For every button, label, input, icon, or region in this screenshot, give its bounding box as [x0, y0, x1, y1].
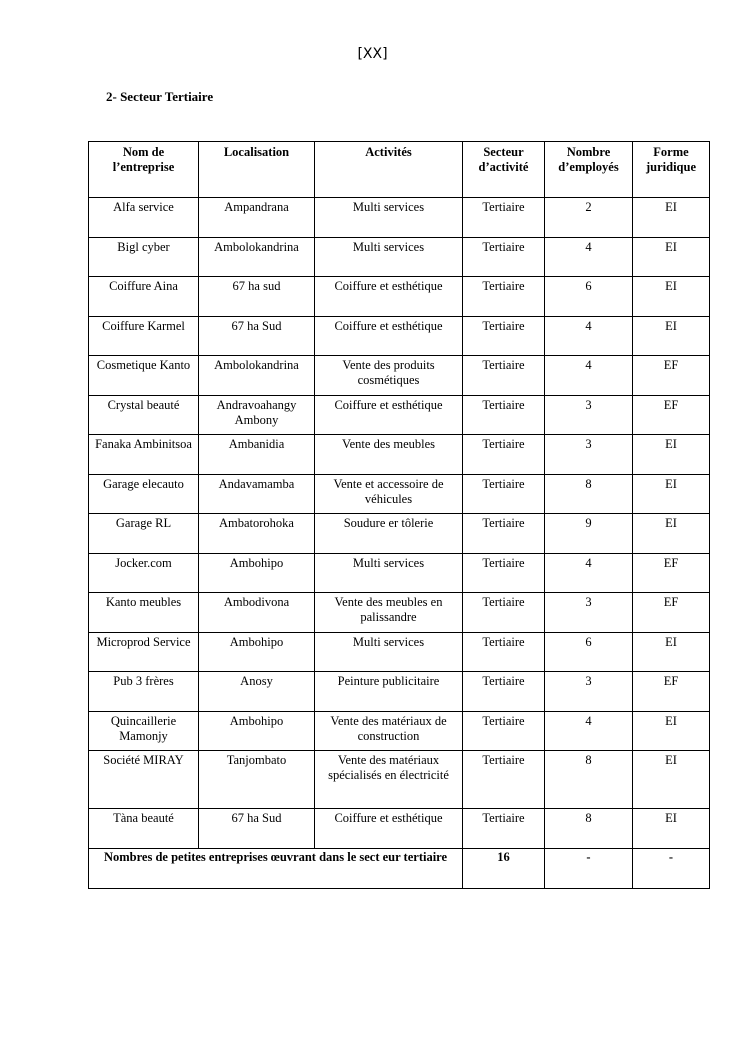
cell-activites: Multi services	[315, 237, 463, 277]
cell-forme: EI	[633, 316, 710, 356]
cell-localisation: Ambohipo	[199, 632, 315, 672]
cell-forme: EI	[633, 751, 710, 809]
page-header: [XX]	[357, 46, 388, 62]
cell-activites: Coiffure et esthétique	[315, 395, 463, 435]
table-row	[89, 356, 710, 396]
cell-nom: Kanto meubles	[89, 593, 199, 633]
cell-employes: 4	[545, 356, 633, 396]
cell-localisation: Ambolokandrina	[199, 356, 315, 396]
total-label: Nombres de petites entreprises œuvrant dans le sect eur tertiaire	[89, 848, 463, 888]
companies-table	[88, 141, 710, 889]
cell-employes: 4	[545, 553, 633, 593]
cell-nom: Pub 3 frères	[89, 672, 199, 712]
cell-localisation: Ambodivona	[199, 593, 315, 633]
cell-secteur: Tertiaire	[463, 514, 545, 554]
total-employes: -	[545, 848, 633, 888]
cell-employes: 6	[545, 277, 633, 317]
cell-activites: Vente des matériaux de construction	[315, 711, 463, 751]
cell-forme: EF	[633, 593, 710, 633]
cell-localisation: 67 ha Sud	[199, 316, 315, 356]
cell-nom: Crystal beauté	[89, 395, 199, 435]
cell-employes: 3	[545, 395, 633, 435]
cell-activites: Coiffure et esthétique	[315, 809, 463, 849]
cell-activites: Vente des meubles	[315, 435, 463, 475]
cell-nom: Société MIRAY	[89, 751, 199, 809]
cell-forme: EF	[633, 553, 710, 593]
cell-forme: EI	[633, 514, 710, 554]
cell-localisation: Ambolokandrina	[199, 237, 315, 277]
table-row	[89, 277, 710, 317]
table-header-row	[89, 142, 710, 198]
cell-employes: 3	[545, 435, 633, 475]
table-row	[89, 672, 710, 712]
cell-secteur: Tertiaire	[463, 711, 545, 751]
cell-activites: Coiffure et esthétique	[315, 316, 463, 356]
cell-nom: Quincaillerie Mamonjy	[89, 711, 199, 751]
cell-nom: Garage elecauto	[89, 474, 199, 514]
cell-forme: EI	[633, 711, 710, 751]
table-row	[89, 553, 710, 593]
cell-localisation: Andravoahangy Ambony	[199, 395, 315, 435]
cell-nom: Garage RL	[89, 514, 199, 554]
cell-activites: Vente des matériaux spécialisés en électricité	[315, 751, 463, 809]
table-row	[89, 237, 710, 277]
cell-secteur: Tertiaire	[463, 809, 545, 849]
cell-forme: EI	[633, 435, 710, 475]
cell-employes: 8	[545, 751, 633, 809]
cell-employes: 3	[545, 593, 633, 633]
section-title: 2- Secteur Tertiaire	[106, 89, 214, 104]
cell-secteur: Tertiaire	[463, 632, 545, 672]
cell-employes: 4	[545, 237, 633, 277]
cell-secteur: Tertiaire	[463, 316, 545, 356]
cell-secteur: Tertiaire	[463, 435, 545, 475]
cell-localisation: Ampandrana	[199, 198, 315, 238]
total-forme: -	[633, 848, 710, 888]
cell-forme: EF	[633, 672, 710, 712]
cell-secteur: Tertiaire	[463, 593, 545, 633]
cell-employes: 8	[545, 809, 633, 849]
cell-secteur: Tertiaire	[463, 237, 545, 277]
cell-localisation: Tanjombato	[199, 751, 315, 809]
cell-nom: Cosmetique Kanto	[89, 356, 199, 396]
cell-activites: Vente des produits cosmétiques	[315, 356, 463, 396]
cell-secteur: Tertiaire	[463, 553, 545, 593]
table-row	[89, 632, 710, 672]
cell-localisation: 67 ha sud	[199, 277, 315, 317]
total-row	[89, 848, 710, 888]
cell-secteur: Tertiaire	[463, 277, 545, 317]
table-row	[89, 435, 710, 475]
cell-forme: EI	[633, 237, 710, 277]
cell-activites: Soudure er tôlerie	[315, 514, 463, 554]
cell-nom: Alfa service	[89, 198, 199, 238]
header-localisation: Localisation	[199, 142, 315, 198]
cell-forme: EI	[633, 632, 710, 672]
cell-nom: Microprod Service	[89, 632, 199, 672]
cell-activites: Peinture publicitaire	[315, 672, 463, 712]
cell-secteur: Tertiaire	[463, 395, 545, 435]
cell-localisation: Ambohipo	[199, 553, 315, 593]
cell-localisation: Ambatorohoka	[199, 514, 315, 554]
table-row	[89, 751, 710, 809]
cell-forme: EI	[633, 277, 710, 317]
cell-employes: 4	[545, 711, 633, 751]
cell-secteur: Tertiaire	[463, 356, 545, 396]
cell-activites: Coiffure et esthétique	[315, 277, 463, 317]
cell-localisation: Andavamamba	[199, 474, 315, 514]
cell-nom: Fanaka Ambinitsoa	[89, 435, 199, 475]
header-secteur: Secteur d’activité	[463, 142, 545, 198]
cell-employes: 9	[545, 514, 633, 554]
header-forme: Forme juridique	[633, 142, 710, 198]
table-row	[89, 711, 710, 751]
table-row	[89, 316, 710, 356]
cell-forme: EF	[633, 395, 710, 435]
cell-secteur: Tertiaire	[463, 474, 545, 514]
total-count: 16	[463, 848, 545, 888]
cell-secteur: Tertiaire	[463, 198, 545, 238]
cell-localisation: Ambohipo	[199, 711, 315, 751]
cell-nom: Coiffure Karmel	[89, 316, 199, 356]
cell-employes: 2	[545, 198, 633, 238]
table-row	[89, 395, 710, 435]
cell-localisation: 67 ha Sud	[199, 809, 315, 849]
header-activites: Activités	[315, 142, 463, 198]
cell-activites: Multi services	[315, 632, 463, 672]
cell-activites: Vente des meubles en palissandre	[315, 593, 463, 633]
cell-employes: 4	[545, 316, 633, 356]
cell-localisation: Anosy	[199, 672, 315, 712]
cell-forme: EI	[633, 198, 710, 238]
table-row	[89, 514, 710, 554]
cell-activites: Multi services	[315, 553, 463, 593]
cell-employes: 8	[545, 474, 633, 514]
table-row	[89, 593, 710, 633]
cell-nom: Jocker.com	[89, 553, 199, 593]
header-employes: Nombre d’employés	[545, 142, 633, 198]
cell-activites: Multi services	[315, 198, 463, 238]
cell-nom: Tàna beauté	[89, 809, 199, 849]
cell-secteur: Tertiaire	[463, 672, 545, 712]
cell-forme: EI	[633, 809, 710, 849]
table-row	[89, 809, 710, 849]
cell-nom: Coiffure Aina	[89, 277, 199, 317]
cell-localisation: Ambanidia	[199, 435, 315, 475]
cell-employes: 3	[545, 672, 633, 712]
cell-employes: 6	[545, 632, 633, 672]
table-row	[89, 474, 710, 514]
cell-activites: Vente et accessoire de véhicules	[315, 474, 463, 514]
header-nom: Nom de l’entreprise	[89, 142, 199, 198]
cell-secteur: Tertiaire	[463, 751, 545, 809]
table-row	[89, 198, 710, 238]
cell-nom: Bigl cyber	[89, 237, 199, 277]
cell-forme: EF	[633, 356, 710, 396]
cell-forme: EI	[633, 474, 710, 514]
